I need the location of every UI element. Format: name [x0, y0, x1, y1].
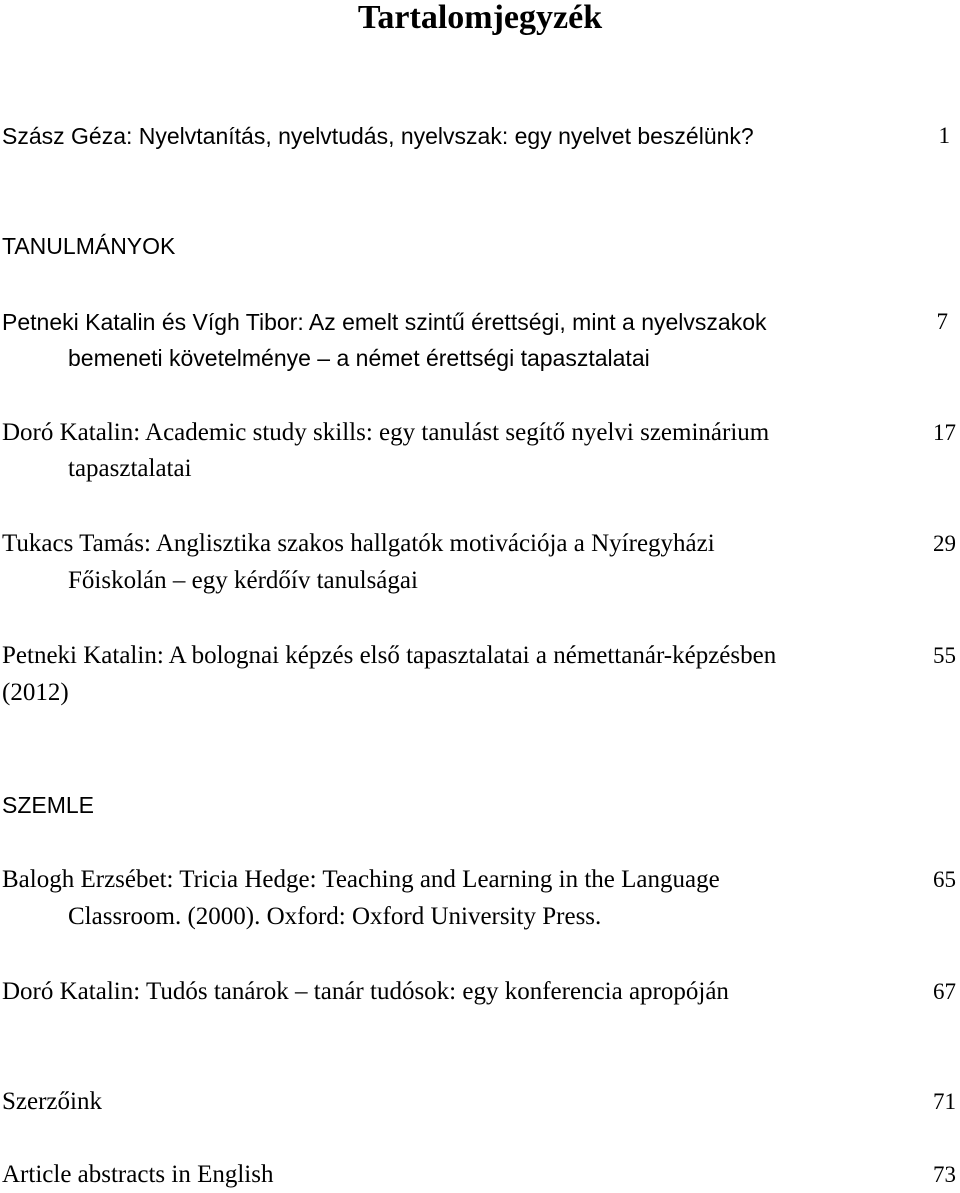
toc-entry-3-page: 29: [933, 531, 956, 556]
toc-entry-szerzoink-page: 71: [933, 1089, 956, 1114]
toc-entry-6-page: 67: [933, 979, 956, 1004]
toc-entry-6-line-1[interactable]: Doró Katalin: Tudós tanárok – tanár tudósok: egy konferencia apropóján: [2, 978, 729, 1005]
toc-entry-intro-text[interactable]: Szász Géza: Nyelvtanítás, nyelvtudás, nyelvszak: egy nyelvet beszélünk?: [2, 123, 754, 149]
toc-entry-1-line-1[interactable]: Petneki Katalin és Vígh Tibor: Az emelt szintű érettségi, mint a nyelvszakok: [2, 309, 767, 335]
toc-entry-5-page: 65: [933, 867, 956, 892]
toc-entry-intro-page: 1: [938, 123, 950, 148]
toc-entry-abstracts-page: 73: [933, 1162, 956, 1187]
toc-entry-5-line-1[interactable]: Balogh Erzsébet: Tricia Hedge: Teaching and Learning in the Language: [2, 866, 720, 893]
toc-entry-4-page: 55: [933, 643, 956, 668]
toc-entry-2-page: 17: [933, 420, 956, 445]
toc-entry-2-line-2[interactable]: tapasztalatai: [68, 455, 192, 482]
toc-entry-szerzoink[interactable]: Szerzőink: [2, 1088, 102, 1115]
toc-entry-3-line-1[interactable]: Tukacs Tamás: Anglisztika szakos hallgatók motivációja a Nyíregyházi: [2, 530, 715, 557]
toc-entry-abstracts[interactable]: Article abstracts in English: [2, 1161, 274, 1188]
toc-entry-3-line-2[interactable]: Főiskolán – egy kérdőív tanulságai: [68, 567, 418, 594]
toc-entry-4-line-2[interactable]: (2012): [2, 679, 69, 706]
page-title: Tartalomjegyzék: [357, 0, 603, 36]
toc-entry-5-line-2[interactable]: Classroom. (2000). Oxford: Oxford University Press.: [68, 903, 602, 930]
section-heading-szemle: SZEMLE: [2, 792, 95, 818]
section-heading-tanulmanyok: TANULMÁNYOK: [2, 233, 176, 259]
toc-entry-4-line-1[interactable]: Petneki Katalin: A bolognai képzés első tapasztalatai a némettanár-képzésben: [2, 642, 777, 669]
toc-entry-1-line-2[interactable]: bemeneti követelménye – a német érettségi tapasztalatai: [68, 345, 650, 371]
toc-entry-1-page: 7: [936, 309, 948, 334]
toc-entry-2-line-1[interactable]: Doró Katalin: Academic study skills: egy tanulást segítő nyelvi szeminárium: [2, 419, 770, 446]
